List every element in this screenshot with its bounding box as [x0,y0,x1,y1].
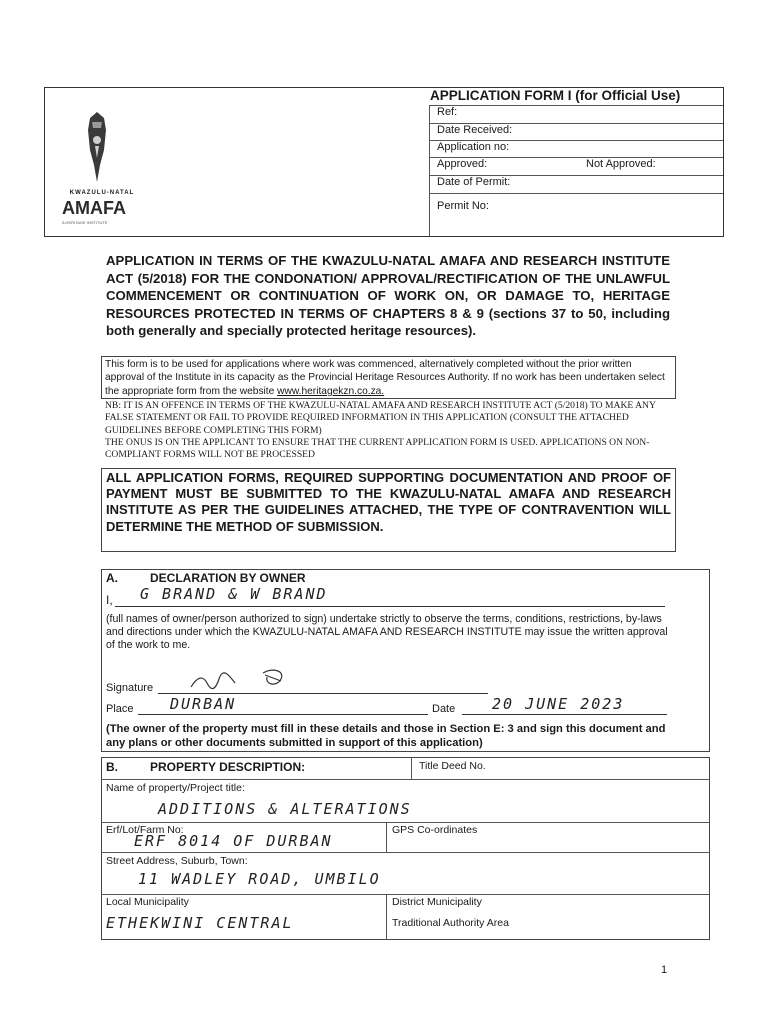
street-address-field[interactable]: 11 WADLEY ROAD, UMBILO [138,870,381,888]
erf-label: Erf/Lot/Farm No: [106,824,184,836]
district-municipality-label: District Municipality [392,896,482,908]
logo-brand-top: KWAZULU-NATAL [69,190,135,196]
signature-label: Signature [106,682,154,694]
permit-no-label: Permit No: [437,200,489,212]
local-municipality-label: Local Municipality [106,896,189,908]
date-field[interactable]: 20 JUNE 2023 [492,695,625,713]
date-of-permit-label: Date of Permit: [437,176,511,188]
ref-label: Ref: [437,106,458,118]
logo-tagline: A HERITAGE INSTITUTE [62,220,108,225]
page-number: 1 [661,964,668,976]
divider [101,894,710,895]
date-received-label: Date Received: [437,124,513,136]
owner-i-label: I, [106,593,113,607]
property-name-label: Name of property/Project title: [106,782,245,794]
divider [101,852,710,853]
place-field[interactable]: DURBAN [170,695,237,713]
date-line [462,714,667,715]
official-use-row-date-of-permit [430,175,723,193]
divider [411,757,412,779]
place-line [138,714,428,715]
divider [101,779,710,780]
title-deed-label: Title Deed No. [419,760,486,772]
amafa-emblem-icon [82,110,112,185]
not-approved-label: Not Approved: [586,158,656,170]
warning-line-2: THE ONUS IS ON THE APPLICANT TO ENSURE THAT THE CURRENT APPLICATION FORM IS USED. APPLICATIONS ON NON-COMPLIANT FORMS WILL NOT BE PROCESSED [105,436,650,461]
owner-names-field[interactable]: G BRAND & W BRAND [140,585,328,603]
official-use-title: APPLICATION FORM I (for Official Use) [430,88,681,103]
divider [386,822,387,852]
submission-note: ALL APPLICATION FORMS, REQUIRED SUPPORTING DOCUMENTATION AND PROOF OF PAYMENT MUST BE SUBMITTED TO THE KWAZULU-NATAL AMAFA AND RESEARCH INSTITUTE AS PER THE GUIDELINES ATTACHED, THE TYPE OF CONTRAVENTION WILL DETERMINE THE METHOD OF SUBMISSION. [106,470,671,534]
official-use-row-date-received [430,123,723,140]
section-a-letter: A. [106,571,118,585]
owner-name-line [115,606,665,607]
official-use-row-permit-no [430,193,723,236]
divider [101,822,710,823]
notice-body: This form is to be used for applications where work was commenced, alternatively completed without the prior written approval of the Institute in its capacity as the Provincial Heritage Resources Authority. If no work has been undertaken select the appropriate form from the website [105,359,665,397]
place-label: Place [106,703,134,715]
gps-label: GPS Co-ordinates [392,824,478,836]
official-use-row-approved [430,157,723,175]
erf-field[interactable]: ERF 8014 OF DURBAN [134,832,333,850]
property-name-field[interactable]: ADDITIONS & ALTERATIONS [158,800,412,818]
warning-line-1: NB: IT IS AN OFFENCE IN TERMS OF THE KWAZULU-NATAL AMAFA AND RESEARCH INSTITUTE ACT (5/2018) TO MAKE ANY FALSE STATEMENT OR FAIL TO PROVIDE REQUIRED INFORMATION IN THIS APPLICATION (CONSULT THE ATTACHED GUIDELINES BEFORE COMPLETING THIS FORM) [105,400,656,436]
local-municipality-field[interactable]: ETHEKWINI CENTRAL [106,914,294,932]
official-use-row-application-no [430,140,723,157]
official-use-row-ref [430,105,723,123]
undertaking-text: (full names of owner/person authorized to sign) undertake strictly to observe the terms, conditions, restrictions, by-laws and directions under which the KWAZULU-NATAL AMAFA AND RESEARCH INSTITUTE may issue the written approval of the work to me. [106,613,668,652]
signature-scribble-icon[interactable] [185,665,295,695]
section-b-letter: B. [106,760,118,774]
owner-note: (The owner of the property must fill in these details and those in Section E: 3 and sign this document and any plans or other documents submitted in support of this application) [106,723,666,749]
application-no-label: Application no: [437,141,510,153]
website-link[interactable]: www.heritagekzn.co.za. [277,385,385,397]
traditional-authority-label: Traditional Authority Area [392,917,509,929]
logo-brand: AMAFA [62,198,126,218]
section-b-title: PROPERTY DESCRIPTION: [150,760,306,774]
street-address-label: Street Address, Suburb, Town: [106,855,248,867]
section-a-title: DECLARATION BY OWNER [150,571,306,585]
notice-text [105,358,673,398]
offence-warning [105,400,677,461]
approved-label: Approved: [437,158,488,170]
date-label: Date [432,703,456,715]
form-heading: APPLICATION IN TERMS OF THE KWAZULU-NATAL AMAFA AND RESEARCH INSTITUTE ACT (5/2018) FOR THE CONDONATION/ APPROVAL/RECTIFICATION OF THE UNLAWFUL COMMENCEMENT OR CONTINUATION OF WORK ON, OR DAMAGE TO, HERITAGE RESOURCES PROTECTED IN TERMS OF CHAPTERS 8 & 9 (sections 37 to 50, including both generally and specially protected heritage resources). [106,253,670,338]
divider [386,894,387,940]
